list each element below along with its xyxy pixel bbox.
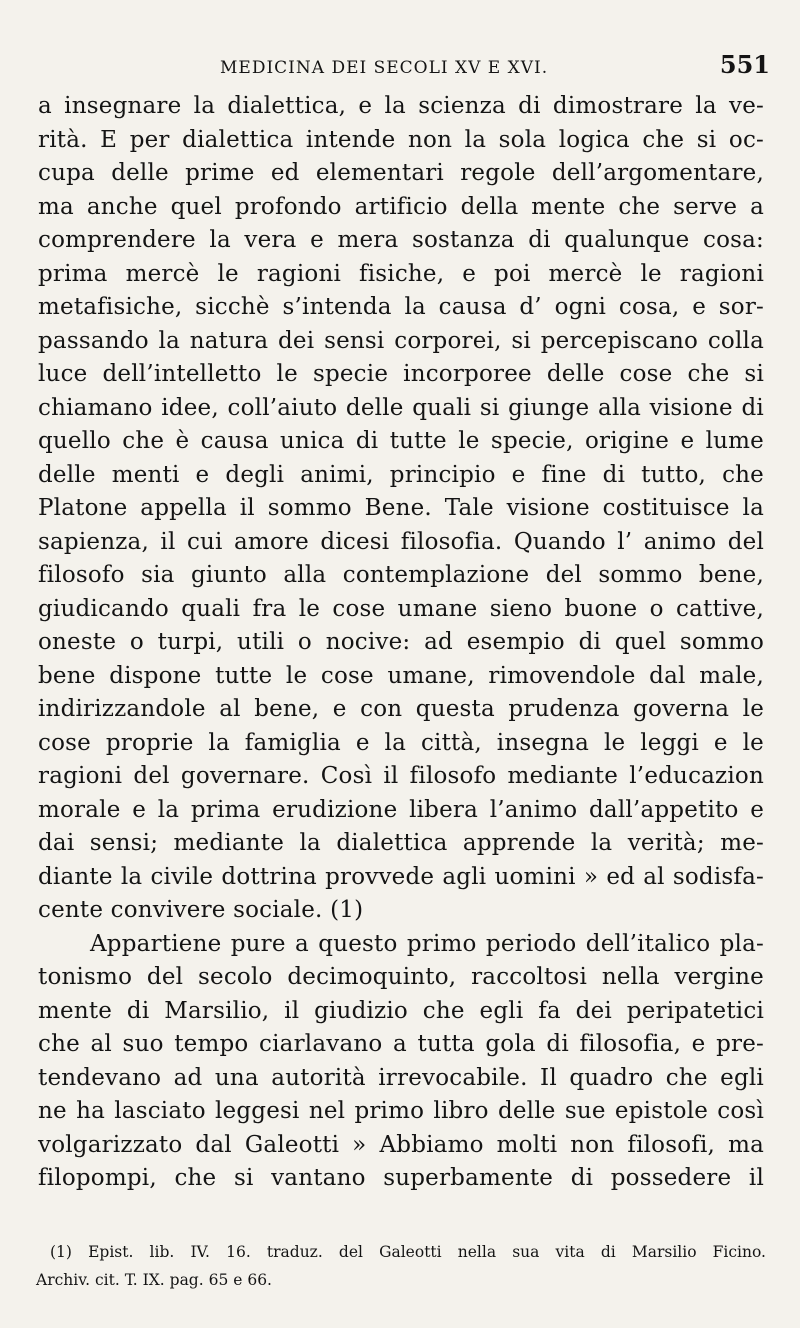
paragraph-start-line: Appartiene pure a questo primo periodo dell’italico pla-	[90, 930, 764, 957]
text-line: diante la civile dottrina provvede agli uomini » ed al sodisfa-	[38, 863, 764, 890]
body-text	[38, 90, 764, 1196]
text-line: tendevano ad una autorità irrevocabile. Il quadro che egli	[38, 1064, 764, 1091]
footnote-line: Archiv. cit. T. IX. pag. 65 e 66.	[36, 1271, 272, 1289]
text-line: sapienza, il cui amore dicesi filosofia. Quando l’ animo del	[38, 528, 764, 555]
text-line: ma anche quel profondo artificio della mente che serve a	[38, 193, 764, 220]
text-line: comprendere la vera e mera sostanza di qualunque cosa:	[38, 227, 764, 253]
text-line: quello che è causa unica di tutte le specie, origine e lume	[38, 428, 764, 454]
running-title: MEDICINA DEI SECOLI XV E XVI.	[220, 58, 549, 78]
page-header	[42, 50, 770, 84]
text-line: a insegnare la dialettica, e la scienza di dimostrare la ve-	[38, 93, 764, 119]
text-line: cente convivere sociale. (1)	[38, 897, 364, 923]
text-line: chiamano idee, coll’aiuto delle quali si giunge alla visione di	[38, 394, 764, 421]
text-line: cose proprie la famiglia e la città, insegna le leggi e le	[38, 729, 764, 756]
text-line: filopompi, che si vantano superbamente di possedere il	[38, 1165, 764, 1191]
text-line: Platone appella il sommo Bene. Tale visione costituisce la	[38, 495, 764, 521]
text-line: che al suo tempo ciarlavano a tutta gola di filosofia, e pre-	[38, 1031, 764, 1057]
text-line: bene dispone tutte le cose umane, rimovendole dal male,	[38, 662, 764, 689]
text-line: tonismo del secolo decimoquinto, raccoltosi nella vergine	[38, 964, 764, 990]
footnotes	[36, 1238, 766, 1294]
text-line: ne ha lasciato leggesi nel primo libro delle sue epistole così	[38, 1098, 764, 1124]
footnote-line: (1) Epist. lib. IV. 16. traduz. del Galeotti nella sua vita di Marsilio Ficino.	[50, 1243, 766, 1261]
text-line: mente di Marsilio, il giudizio che egli fa dei peripatetici	[38, 997, 764, 1024]
text-line: delle menti e degli animi, principio e fine di tutto, che	[38, 461, 764, 488]
text-line: cupa delle prime ed elementari regole dell’argomentare,	[38, 160, 764, 186]
text-line: volgarizzato dal Galeotti » Abbiamo molti non filosofi, ma	[38, 1131, 764, 1158]
text-line: filosofo sia giunto alla contemplazione del sommo bene,	[38, 562, 764, 588]
page-number: 551	[719, 50, 770, 79]
text-line: passando la natura dei sensi corporei, si percepiscano colla	[38, 327, 764, 354]
text-line: metafisiche, sicchè s’intenda la causa d’ ogni cosa, e sor-	[38, 294, 764, 320]
text-line: dai sensi; mediante la dialettica apprende la verità; me-	[38, 830, 764, 856]
text-line: morale e la prima erudizione libera l’animo dall’appetito e	[38, 796, 764, 823]
text-line: indirizzandole al bene, e con questa prudenza governa le	[38, 696, 764, 722]
text-line: prima mercè le ragioni fisiche, e poi mercè le ragioni	[38, 260, 764, 287]
text-line: rità. E per dialettica intende non la sola logica che si oc-	[38, 126, 764, 153]
text-line: ragioni del governare. Così il filosofo mediante l’educazion	[38, 763, 764, 789]
text-line: giudicando quali fra le cose umane sieno buone o cattive,	[38, 595, 764, 622]
text-line: oneste o turpi, utili o nocive: ad esempio di quel sommo	[38, 629, 764, 655]
text-line: luce dell’intelletto le specie incorporee delle cose che si	[38, 361, 764, 387]
